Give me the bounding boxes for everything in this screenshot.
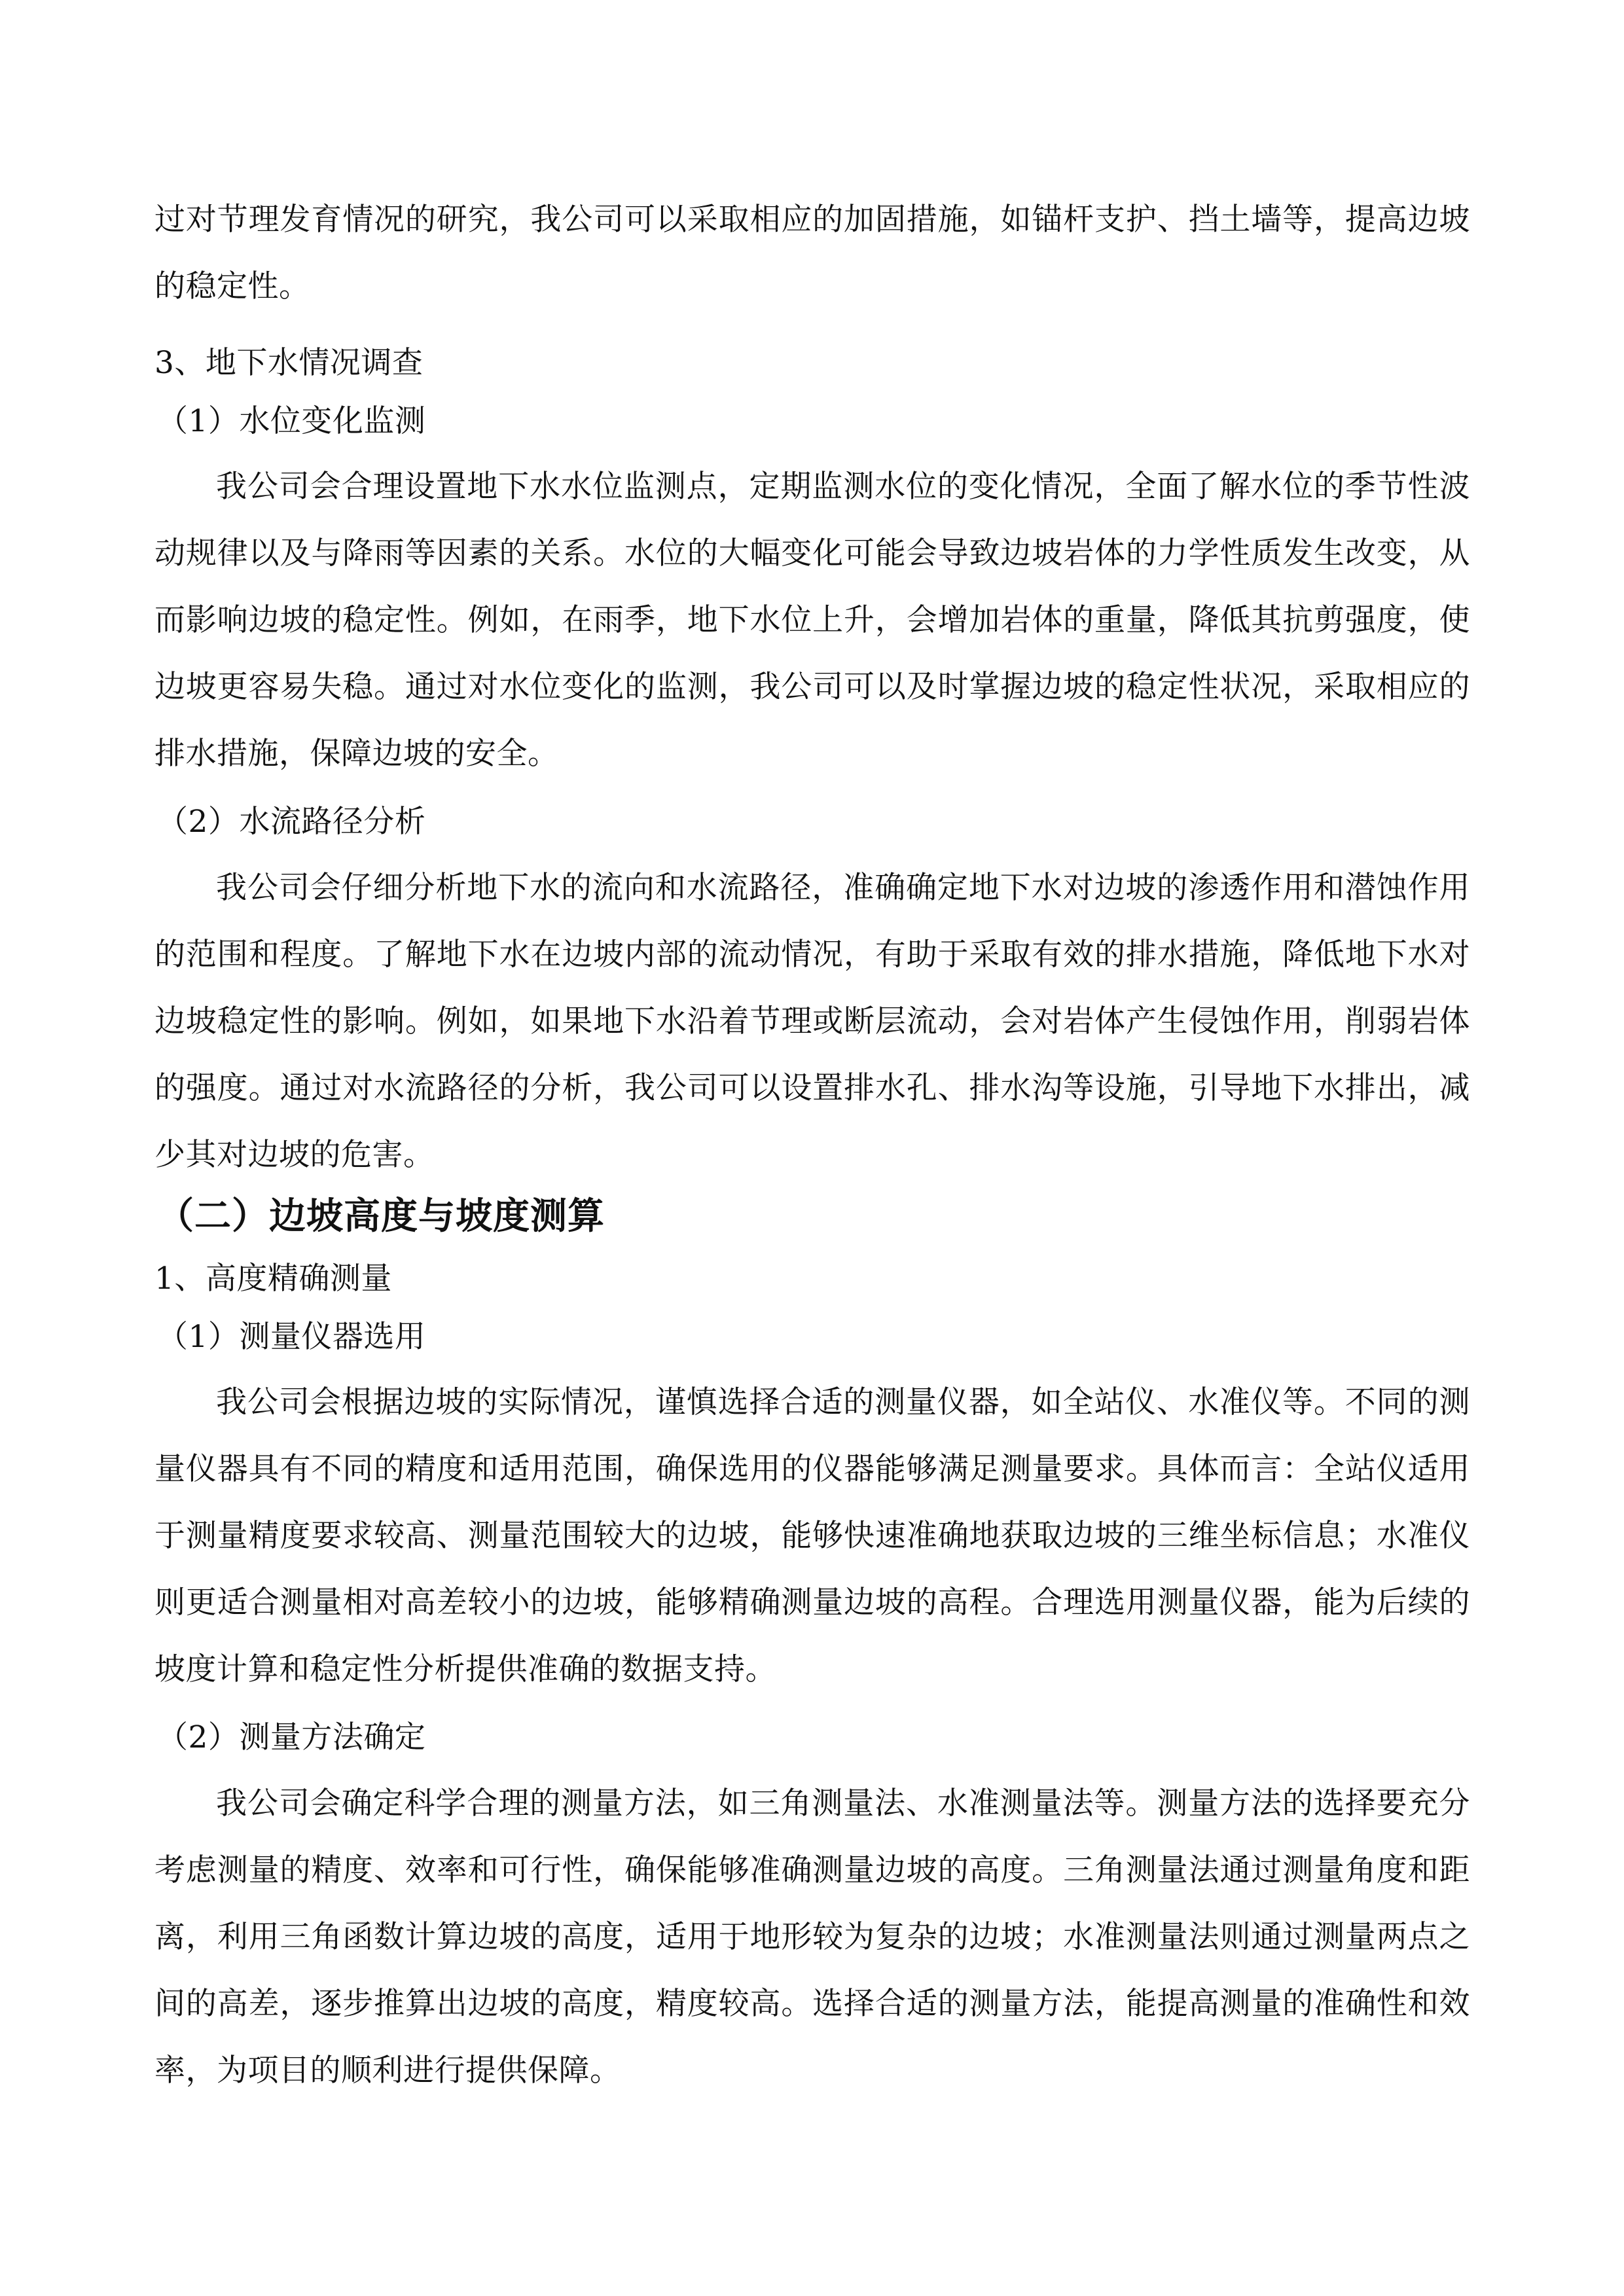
section-heading-height-measurement: 1、高度精确测量 bbox=[154, 1261, 392, 1297]
paragraph-instrument-selection: 我公司会根据边坡的实际情况，谨慎选择合适的测量仪器，如全站仪、水准仪等。不同的测量仪器具有不同的精度和适用范围，确保选用的仪器能够满足测量要求。具体而言：全站仪适用于测量精度要求较高、测量范围较大的边坡，能够快速准确地获取边坡的三维坐标信息；水准仪则更适合测量相对高差较小的边坡，能够精确测量边坡的高程。合理选用测量仪器，能为后续的坡度计算和稳定性分析提供准确的数据支持。 bbox=[154, 1384, 1470, 1687]
paragraph-water-flow-path: 我公司会仔细分析地下水的流向和水流路径，准确确定地下水对边坡的渗透作用和潜蚀作用的范围和程度。了解地下水在边坡内部的流动情况，有助于采取有效的排水措施，降低地下水对边坡稳定性的影响。例如，如果地下水沿着节理或断层流动，会对岩体产生侵蚀作用，削弱岩体的强度。通过对水流路径的分析，我公司可以设置排水孔、排水沟等设施，引导地下水排出，减少其对边坡的危害。 bbox=[154, 870, 1470, 1173]
section-heading-groundwater: 3、地下水情况调查 bbox=[154, 345, 424, 381]
subheading-method-determination: （2）测量方法确定 bbox=[157, 1719, 426, 1755]
paragraph-water-level-monitoring: 我公司会合理设置地下水水位监测点，定期监测水位的变化情况，全面了解水位的季节性波动规律以及与降雨等因素的关系。水位的大幅变化可能会导致边坡岩体的力学性质发生改变，从而影响边坡的稳定性。例如，在雨季，地下水位上升，会增加岩体的重量，降低其抗剪强度，使边坡更容易失稳。通过对水位变化的监测，我公司可以及时掌握边坡的稳定性状况，采取相应的排水措施，保障边坡的安全。 bbox=[154, 469, 1470, 772]
subheading-instrument-selection: （1）测量仪器选用 bbox=[157, 1319, 426, 1355]
subheading-water-level-monitoring: （1）水位变化监测 bbox=[157, 403, 426, 439]
subheading-water-flow-path: （2）水流路径分析 bbox=[157, 804, 426, 840]
section-heading-slope-height-gradient: （二）边坡高度与坡度测算 bbox=[157, 1194, 605, 1238]
continuation-paragraph: 过对节理发育情况的研究，我公司可以采取相应的加固措施，如锚杆支护、挡土墙等，提高边坡的稳定性。 bbox=[154, 202, 1470, 304]
paragraph-method-determination: 我公司会确定科学合理的测量方法，如三角测量法、水准测量法等。测量方法的选择要充分考虑测量的精度、效率和可行性，确保能够准确测量边坡的高度。三角测量法通过测量角度和距离，利用三角函数计算边坡的高度，适用于地形较为复杂的边坡；水准测量法则通过测量两点之间的高差，逐步推算出边坡的高度，精度较高。选择合适的测量方法，能提高测量的准确性和效率，为项目的顺利进行提供保障。 bbox=[154, 1785, 1470, 2089]
